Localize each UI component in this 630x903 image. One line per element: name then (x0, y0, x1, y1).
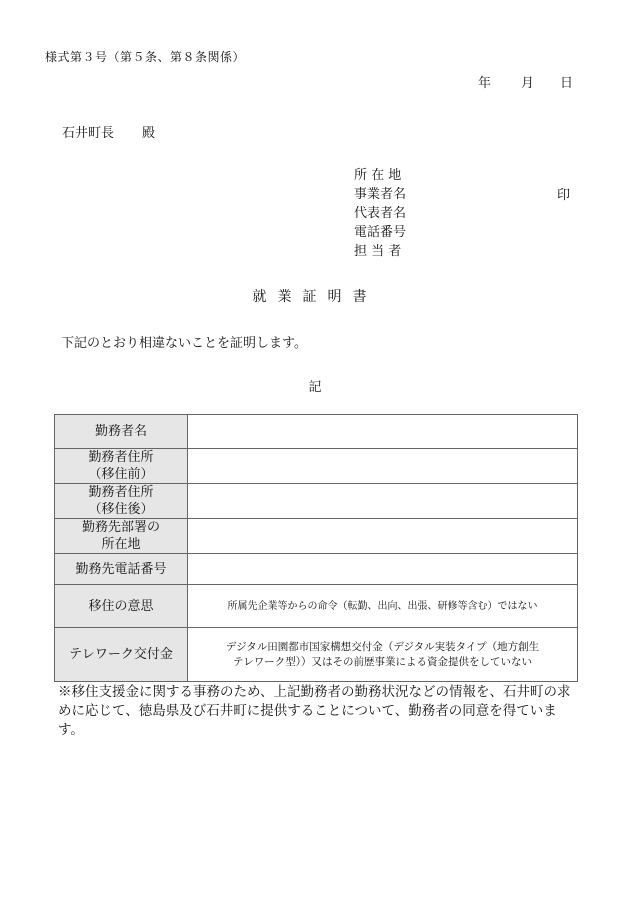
seal-mark: 印 (557, 188, 571, 203)
applicant-field-address: 所 在 地 (354, 168, 402, 183)
worker-name-field[interactable] (188, 415, 578, 449)
applicant-fields (354, 166, 406, 261)
address-after-field[interactable] (188, 484, 578, 519)
ki-heading: 記 (308, 380, 322, 395)
workplace-location-field[interactable] (188, 519, 578, 554)
applicant-field-representative: 代表者名 (354, 206, 407, 221)
address-before-field[interactable] (188, 449, 578, 484)
date-month-label: 月 (521, 76, 535, 91)
applicant-field-business-name: 事業者名 (354, 187, 407, 202)
relocation-intent-value: 所属先企業等からの命令（転勤、出向、出張、研修等含む）ではない (188, 585, 578, 628)
row-label: 勤務者住所 （移住前） (55, 449, 188, 484)
row-label: 勤務先部署の 所在地 (55, 519, 188, 554)
table-row (55, 415, 578, 449)
row-label: 移住の意思 (55, 585, 188, 628)
applicant-field-contact-person: 担 当 者 (354, 244, 402, 259)
table-row (55, 585, 578, 628)
addressee-name: 石井町長 (62, 126, 115, 141)
row-label: 勤務先電話番号 (55, 554, 188, 585)
addressee-honorific: 殿 (142, 126, 156, 141)
table-row (55, 628, 578, 682)
document-title: 就業証明書 (252, 289, 378, 305)
addressee (62, 122, 155, 141)
row-label: 勤務者住所 （移住後） (55, 484, 188, 519)
table-row (55, 449, 578, 484)
workplace-phone-field[interactable] (188, 554, 578, 585)
table-row (55, 554, 578, 585)
certification-statement: 下記のとおり相違ないことを証明します。 (61, 336, 307, 351)
row-label: 勤務者名 (55, 415, 188, 449)
table-row (55, 484, 578, 519)
telework-grant-value: デジタル田園都市国家構想交付金（デジタル実装タイプ（地方創生 テレワーク型））又はその前歴事業による資金提供をしていない (188, 628, 578, 682)
date-day-label: 日 (560, 76, 574, 91)
certification-table (54, 414, 578, 682)
consent-note: ※移住支援金に関する事務のため、上記勤務者の勤務状況などの情報を、石井町の求めに応じて、徳島県及び石井町に提供することについて、勤務者の同意を得ています。 (58, 684, 571, 738)
table-row (55, 519, 578, 554)
form-number: 様式第３号（第５条、第８条関係） (45, 50, 246, 64)
date-year-label: 年 (478, 76, 492, 91)
row-label: テレワーク交付金 (55, 628, 188, 682)
applicant-field-phone: 電話番号 (354, 225, 407, 240)
